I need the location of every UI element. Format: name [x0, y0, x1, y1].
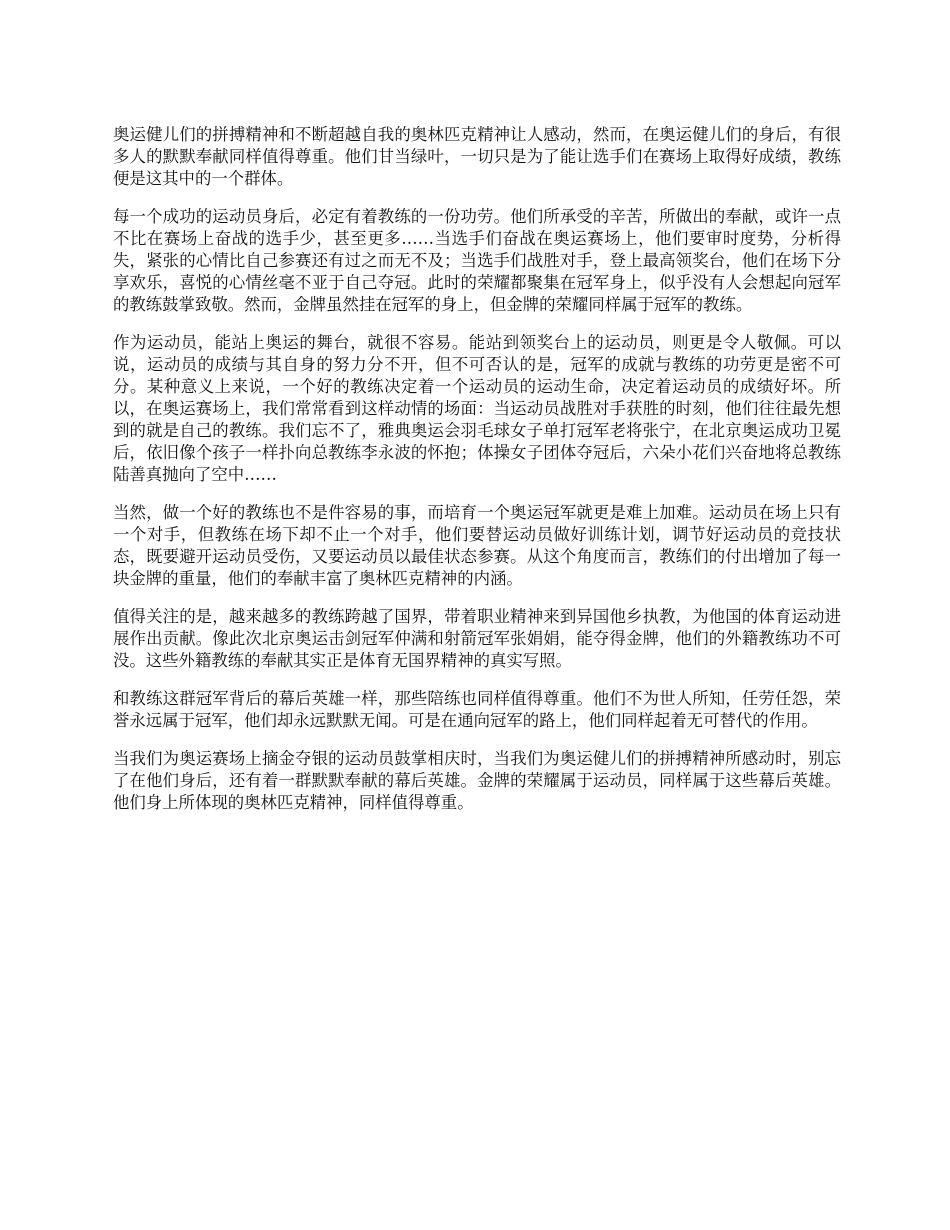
document-page	[113, 124, 841, 830]
paragraph-7: 当我们为奥运赛场上摘金夺银的运动员鼓掌相庆时，当我们为奥运健儿们的拼搏精神所感动时，别忘了在他们身后，还有着一群默默奉献的幕后英雄。金牌的荣耀属于运动员，同样属于这些幕后英雄。他们身上所体现的奥林匹克精神，同样值得尊重。	[113, 749, 841, 812]
paragraph-5: 值得关注的是，越来越多的教练跨越了国界，带着职业精神来到异国他乡执教，为他国的体育运动进展作出贡献。像此次北京奥运击剑冠军仲满和射箭冠军张娟娟，能夺得金牌，他们的外籍教练功不可没。这些外籍教练的奉献其实正是体育无国界精神的真实写照。	[113, 607, 841, 670]
paragraph-4: 当然，做一个好的教练也不是件容易的事，而培育一个奥运冠军就更是难上加难。运动员在场上只有一个对手，但教练在场下却不止一个对手，他们要替运动员做好训练计划，调节好运动员的竞技状态，既要避开运动员受伤，又要运动员以最佳状态参赛。从这个角度而言，教练们的付出增加了每一块金牌的重量，他们的奉献丰富了奥林匹克精神的内涵。	[113, 503, 841, 588]
paragraph-1: 奥运健儿们的拼搏精神和不断超越自我的奥林匹克精神让人感动，然而，在奥运健儿们的身后，有很多人的默默奉献同样值得尊重。他们甘当绿叶，一切只是为了能让选手们在赛场上取得好成绩，教练便是这其中的一个群体。	[113, 125, 841, 188]
paragraph-3: 作为运动员，能站上奥运的舞台，就很不容易。能站到领奖台上的运动员，则更是令人敬佩。可以说，运动员的成绩与其自身的努力分不开，但不可否认的是，冠军的成就与教练的功劳更是密不可分。某种意义上来说，一个好的教练决定着一个运动员的运动生命，决定着运动员的成绩好坏。所以，在奥运赛场上，我们常常看到这样动情的场面：当运动员战胜对手获胜的时刻，他们往往最先想到的就是自己的教练。我们忘不了，雅典奥运会羽毛球女子单打冠军老将张宁，在北京奥运成功卫冕后，依旧像个孩子一样扑向总教练李永波的怀抱；体操女子团体夺冠后，六朵小花们兴奋地将总教练陆善真抛向了空中……	[113, 333, 841, 484]
paragraph-6: 和教练这群冠军背后的幕后英雄一样，那些陪练也同样值得尊重。他们不为世人所知，任劳任怨，荣誉永远属于冠军，他们却永远默默无闻。可是在通向冠军的路上，他们同样起着无可替代的作用。	[113, 689, 841, 730]
paragraph-2: 每一个成功的运动员身后，必定有着教练的一份功劳。他们所承受的辛苦，所做出的奉献，或许一点不比在赛场上奋战的选手少，甚至更多……当选手们奋战在奥运赛场上，他们要审时度势，分析得失，紧张的心情比自己参赛还有过之而无不及；当选手们战胜对手，登上最高领奖台，他们在场下分享欢乐，喜悦的心情丝毫不亚于自己夺冠。此时的荣耀都聚集在冠军身上，似乎没有人会想起向冠军的教练鼓掌致敬。然而，金牌虽然挂在冠军的身上，但金牌的荣耀同样属于冠军的教练。	[113, 207, 841, 314]
